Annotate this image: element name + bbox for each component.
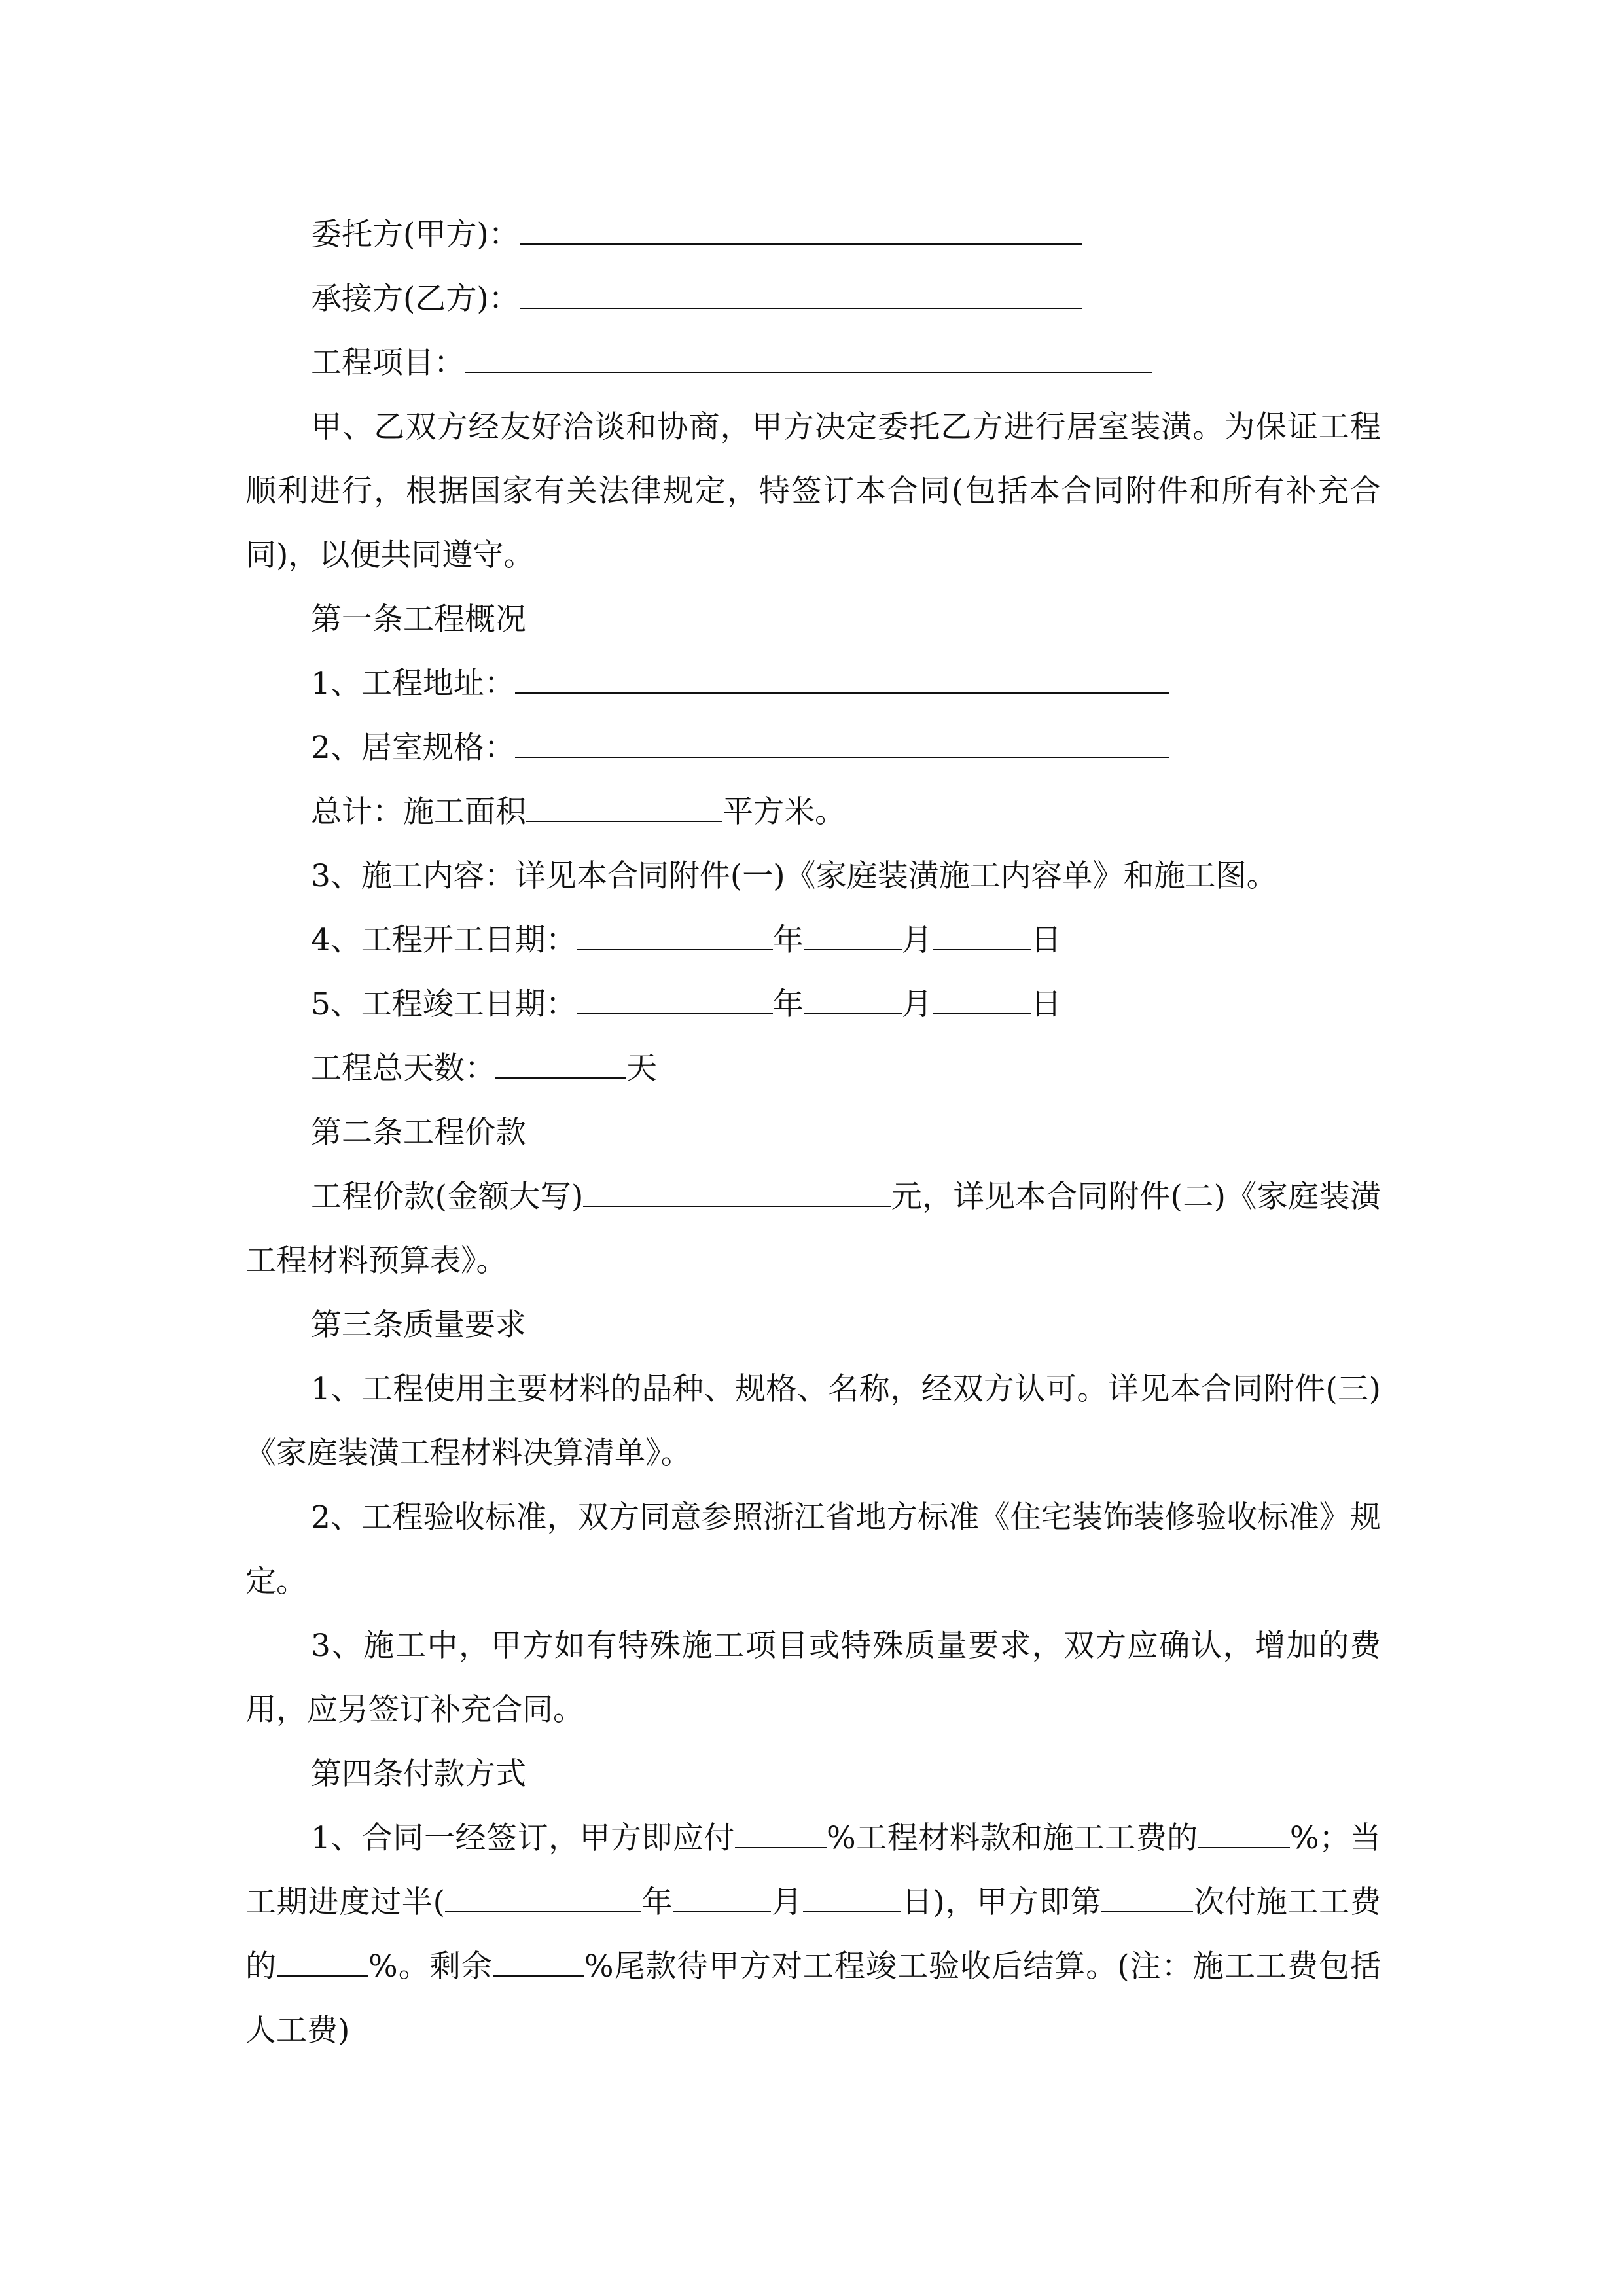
article1-title: 第一条工程概况 bbox=[311, 601, 526, 637]
end-date-label: 5、工程竣工日期： bbox=[311, 986, 577, 1022]
end-month-unit: 月 bbox=[901, 986, 933, 1022]
area-blank bbox=[526, 795, 722, 822]
area-suffix: 平方米。 bbox=[722, 794, 846, 830]
client-label: 委托方(甲方)： bbox=[311, 217, 520, 253]
payment-blank-1 bbox=[735, 1821, 827, 1848]
payment-blank-3 bbox=[1101, 1885, 1193, 1912]
payment-month-blank bbox=[673, 1885, 771, 1912]
quality-item-2: 2、工程验收标准，双方同意参照浙江省地方标准《住宅装饰装修验收标准》规定。 bbox=[245, 1499, 1381, 1600]
payment-text-3: %；当工期进度过半( bbox=[245, 1820, 1381, 1920]
spec-line bbox=[245, 716, 1381, 780]
start-day-unit: 日 bbox=[1030, 922, 1061, 958]
price-blank bbox=[583, 1179, 891, 1207]
start-year-unit: 年 bbox=[772, 922, 804, 958]
payment-text-1: 1、合同一经签订，甲方即应付 bbox=[311, 1820, 736, 1856]
contractor-line bbox=[245, 267, 1381, 331]
end-date-line bbox=[245, 973, 1381, 1037]
project-blank bbox=[465, 346, 1152, 373]
address-line bbox=[245, 652, 1381, 716]
payment-text-7: %尾款待甲方对工程竣工验收后结算。(注：施工工费包括人工费) bbox=[245, 1948, 1381, 2049]
end-month-blank bbox=[804, 987, 902, 1014]
area-line bbox=[245, 780, 1381, 844]
start-date-line bbox=[245, 908, 1381, 973]
end-year-unit: 年 bbox=[772, 986, 804, 1022]
area-prefix: 总计：施工面积 bbox=[311, 794, 526, 830]
start-month-blank bbox=[804, 923, 902, 950]
client-blank bbox=[520, 217, 1082, 245]
project-label: 工程项目： bbox=[311, 345, 465, 381]
content-line: 3、施工内容：详见本合同附件(一)《家庭装潢施工内容单》和施工图。 bbox=[311, 858, 1277, 894]
end-day-blank bbox=[933, 987, 1031, 1014]
price-paragraph bbox=[245, 1165, 1381, 1293]
payment-text-2: %工程材料款和施工工费的 bbox=[827, 1820, 1198, 1856]
total-days-label: 工程总天数： bbox=[311, 1050, 495, 1086]
payment-day-blank bbox=[803, 1885, 901, 1912]
intro-paragraph: 甲、乙双方经友好洽谈和协商，甲方决定委托乙方进行居室装潢。为保证工程顺利进行，根据国家有关法律规定，特签订本合同(包括本合同附件和所有补充合同)，以便共同遵守。 bbox=[245, 409, 1381, 573]
contractor-label: 承接方(乙方)： bbox=[311, 281, 520, 317]
payment-year-blank bbox=[445, 1885, 641, 1912]
address-blank bbox=[515, 666, 1169, 694]
article3-title: 第三条质量要求 bbox=[311, 1307, 526, 1343]
client-line bbox=[245, 203, 1381, 267]
start-year-blank bbox=[577, 923, 773, 950]
spec-label: 2、居室规格： bbox=[311, 730, 515, 766]
payment-blank-5 bbox=[493, 1949, 584, 1977]
quality-item-1: 1、工程使用主要材料的品种、规格、名称，经双方认可。详见本合同附件(三)《家庭装潢工程材料决算清单》。 bbox=[245, 1371, 1381, 1471]
price-suffix: 元，详见本合同附件(二)《家庭装潢工程材料预算表》。 bbox=[245, 1179, 1381, 1279]
payment-blank-4 bbox=[277, 1949, 368, 1977]
payment-paragraph bbox=[245, 1806, 1381, 2063]
end-year-blank bbox=[577, 987, 773, 1014]
payment-text-5: 次付施工工费的 bbox=[245, 1884, 1382, 1984]
price-prefix: 工程价款(金额大写) bbox=[311, 1179, 584, 1215]
article4-title: 第四条付款方式 bbox=[311, 1756, 526, 1792]
payment-text-6: %。剩余 bbox=[368, 1948, 493, 1984]
payment-blank-2 bbox=[1198, 1821, 1290, 1848]
start-month-unit: 月 bbox=[901, 922, 933, 958]
start-date-label: 4、工程开工日期： bbox=[311, 922, 577, 958]
end-day-unit: 日 bbox=[1030, 986, 1061, 1022]
start-day-blank bbox=[933, 923, 1031, 950]
spec-blank bbox=[515, 730, 1169, 758]
total-days-unit: 天 bbox=[626, 1050, 657, 1086]
total-days-line bbox=[245, 1037, 1381, 1101]
quality-item-3: 3、施工中，甲方如有特殊施工项目或特殊质量要求，双方应确认，增加的费用，应另签订补充合同。 bbox=[245, 1628, 1381, 1728]
total-days-blank bbox=[495, 1051, 626, 1079]
payment-month-unit: 月 bbox=[771, 1884, 803, 1920]
contractor-blank bbox=[520, 281, 1082, 309]
article2-title: 第二条工程价款 bbox=[311, 1115, 526, 1151]
payment-text-4: 日)，甲方即第 bbox=[901, 1884, 1102, 1920]
project-line bbox=[245, 331, 1381, 395]
payment-year-unit: 年 bbox=[641, 1884, 673, 1920]
address-label: 1、工程地址： bbox=[311, 666, 515, 702]
